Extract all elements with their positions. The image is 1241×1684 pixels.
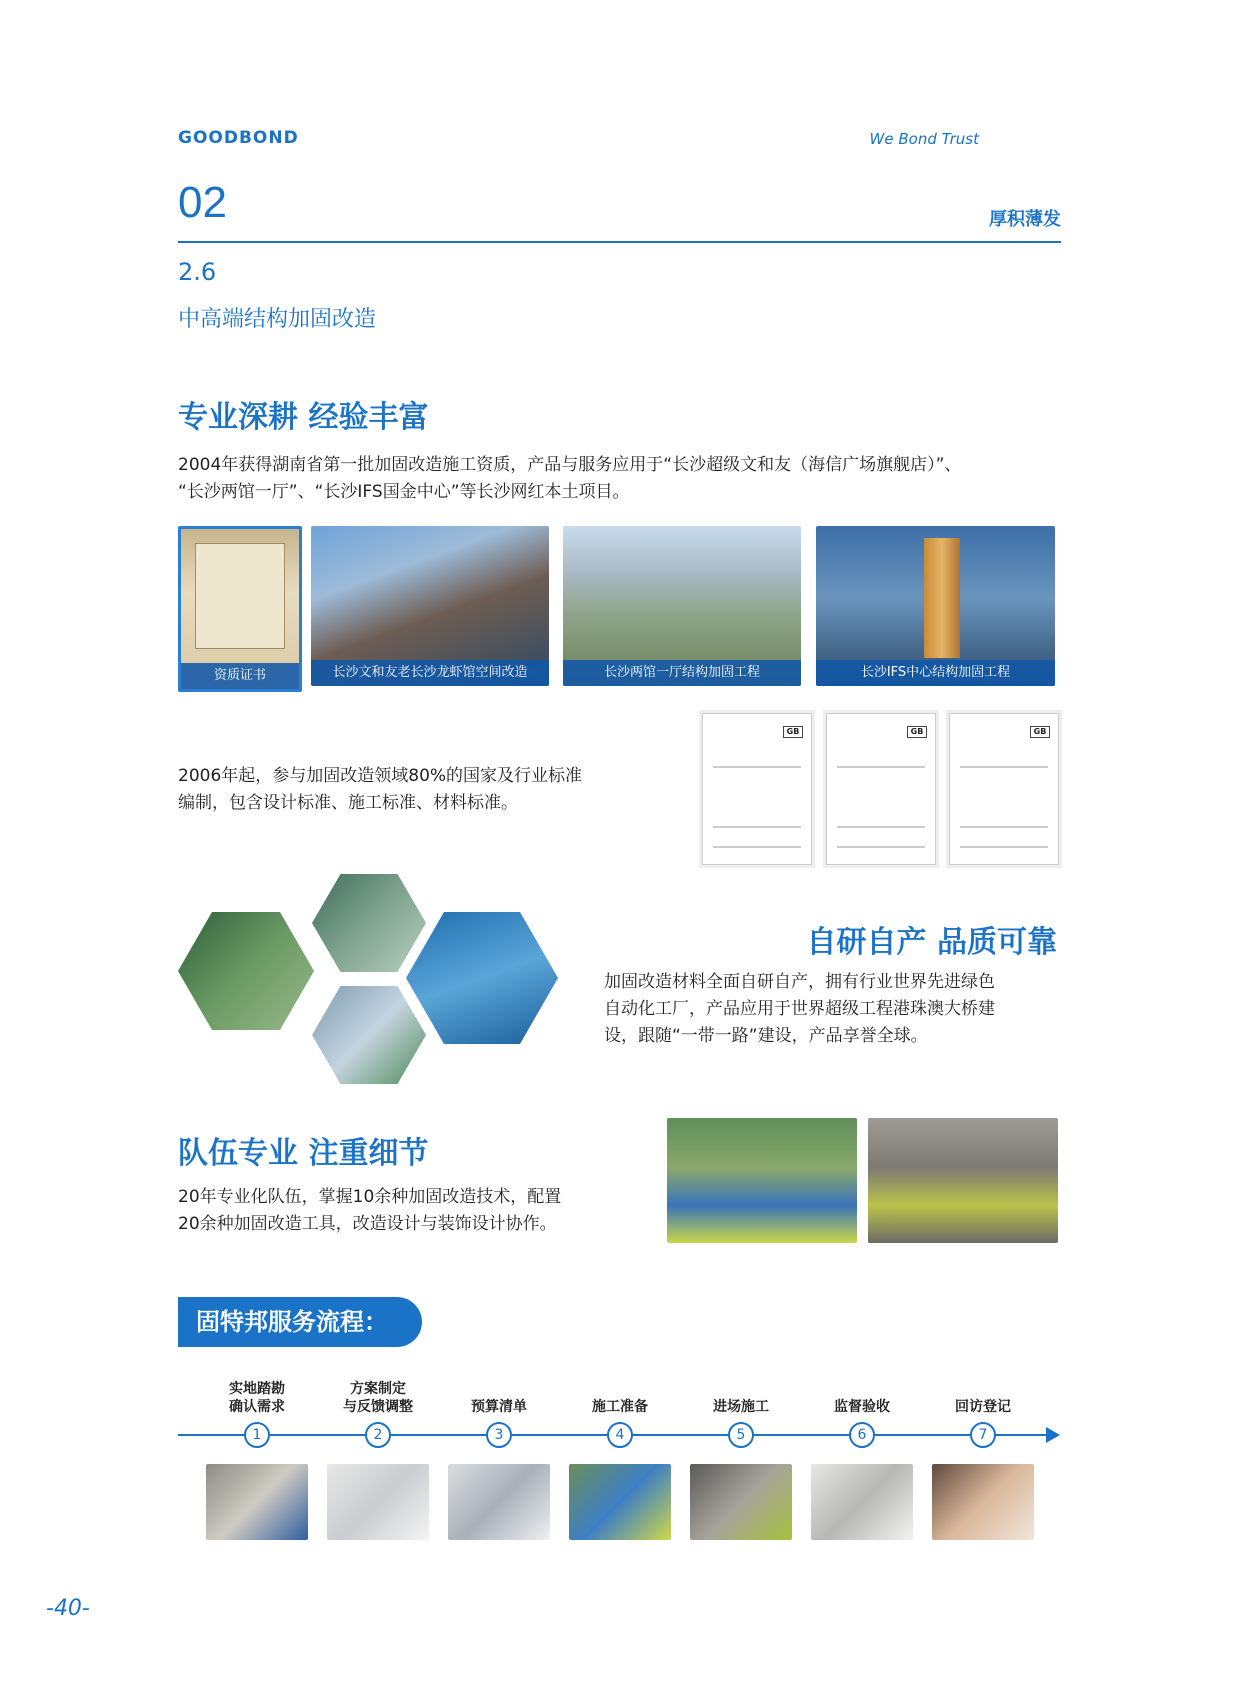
standard-document-3	[949, 713, 1059, 865]
block3-line1: 加固改造材料全面自研自产，拥有行业世界先进绿色	[604, 972, 995, 992]
block3-text	[604, 969, 1064, 1050]
step-label-1b: 确认需求	[229, 1399, 285, 1415]
step-number-4: 4	[607, 1422, 633, 1448]
block3-line3: 设，跟随“一带一路”建设，产品享誉全球。	[604, 1026, 928, 1046]
step-label-7b: 回访登记	[955, 1399, 1011, 1415]
step-photo-6	[811, 1464, 913, 1540]
step-label-6b: 监督验收	[834, 1399, 890, 1415]
brand-logo-text: GOODBOND	[178, 128, 299, 148]
caption-certificate: 资质证书	[181, 663, 299, 689]
step-label-4b: 施工准备	[592, 1399, 648, 1415]
standard-document-2	[826, 713, 936, 865]
section-number: 2.6	[178, 258, 217, 286]
process-title-banner: 固特邦服务流程：	[178, 1297, 422, 1347]
block2-text	[178, 763, 698, 817]
step-photo-7	[932, 1464, 1034, 1540]
step-photo-2	[327, 1464, 429, 1540]
factory-hexagon-3	[312, 986, 426, 1084]
team-photo-2	[868, 1118, 1058, 1243]
step-photo-3	[448, 1464, 550, 1540]
liangguan-photo	[563, 526, 801, 686]
block1-heading: 专业深耕 经验丰富	[178, 400, 429, 435]
block1-line1: 2004年获得湖南省第一批加固改造施工资质，产品与服务应用于“长沙超级文和友（海信广场旗舰店）”、	[178, 455, 962, 475]
block1-text	[178, 452, 1078, 506]
brand-slogan: We Bond Trust	[869, 130, 979, 148]
caption-wenheyou: 长沙文和友老长沙龙虾馆空间改造	[311, 660, 549, 686]
block3-line2: 自动化工厂，产品应用于世界超级工程港珠澳大桥建	[604, 999, 995, 1019]
block4-line2: 20余种加固改造工具，改造设计与装饰设计协作。	[178, 1214, 557, 1234]
block1-line2: “长沙两馆一厅”、“长沙IFS国金中心”等长沙网红本土项目。	[178, 482, 630, 502]
factory-hexagon-2	[312, 874, 426, 972]
header-divider	[178, 241, 1061, 243]
gb-mark: GB	[1030, 726, 1050, 738]
section-title: 中高端结构加固改造	[178, 307, 377, 332]
block2-line2: 编制，包含设计标准、施工标准、材料标准。	[178, 793, 518, 813]
chapter-number: 02	[178, 178, 227, 227]
standard-document-1	[702, 713, 812, 865]
caption-ifs: 长沙IFS中心结构加固工程	[816, 660, 1055, 686]
step-photo-1	[206, 1464, 308, 1540]
step-label-3b: 预算清单	[471, 1399, 527, 1415]
block3-heading: 自研自产 品质可靠	[806, 925, 1057, 960]
step-label-2a: 方案制定	[350, 1381, 406, 1397]
bridge-hexagon	[406, 912, 558, 1044]
step-number-1: 1	[244, 1422, 270, 1448]
process-step-2	[323, 1380, 433, 1540]
caption-liangguan: 长沙两馆一厅结构加固工程	[563, 660, 801, 686]
block4-heading: 队伍专业 注重细节	[178, 1136, 429, 1171]
block2-line1: 2006年起，参与加固改造领域80%的国家及行业标准	[178, 766, 583, 786]
process-step-3	[444, 1380, 554, 1540]
block4-text	[178, 1184, 638, 1238]
wenheyou-photo	[311, 526, 549, 686]
gb-mark: GB	[907, 726, 927, 738]
process-step-5	[686, 1380, 796, 1540]
process-step-7	[928, 1380, 1038, 1540]
step-number-5: 5	[728, 1422, 754, 1448]
block4-line1: 20年专业化队伍，掌握10余种加固改造技术，配置	[178, 1187, 562, 1207]
step-number-3: 3	[486, 1422, 512, 1448]
process-step-6	[807, 1380, 917, 1540]
step-number-7: 7	[970, 1422, 996, 1448]
process-step-4	[565, 1380, 675, 1540]
step-label-5b: 进场施工	[713, 1399, 769, 1415]
step-photo-5	[690, 1464, 792, 1540]
certificate-photo	[178, 526, 302, 692]
page-number: -40-	[46, 1596, 90, 1621]
team-photo-1	[667, 1118, 857, 1243]
chapter-name: 厚积薄发	[989, 209, 1061, 230]
gb-mark: GB	[783, 726, 803, 738]
step-photo-4	[569, 1464, 671, 1540]
step-number-6: 6	[849, 1422, 875, 1448]
arrow-right-icon	[1046, 1427, 1060, 1443]
step-label-1a: 实地踏勘	[229, 1381, 285, 1397]
factory-hexagon-1	[178, 912, 314, 1030]
process-step-1	[202, 1380, 312, 1540]
step-label-2b: 与反馈调整	[343, 1399, 413, 1415]
step-number-2: 2	[365, 1422, 391, 1448]
ifs-photo	[816, 526, 1055, 686]
